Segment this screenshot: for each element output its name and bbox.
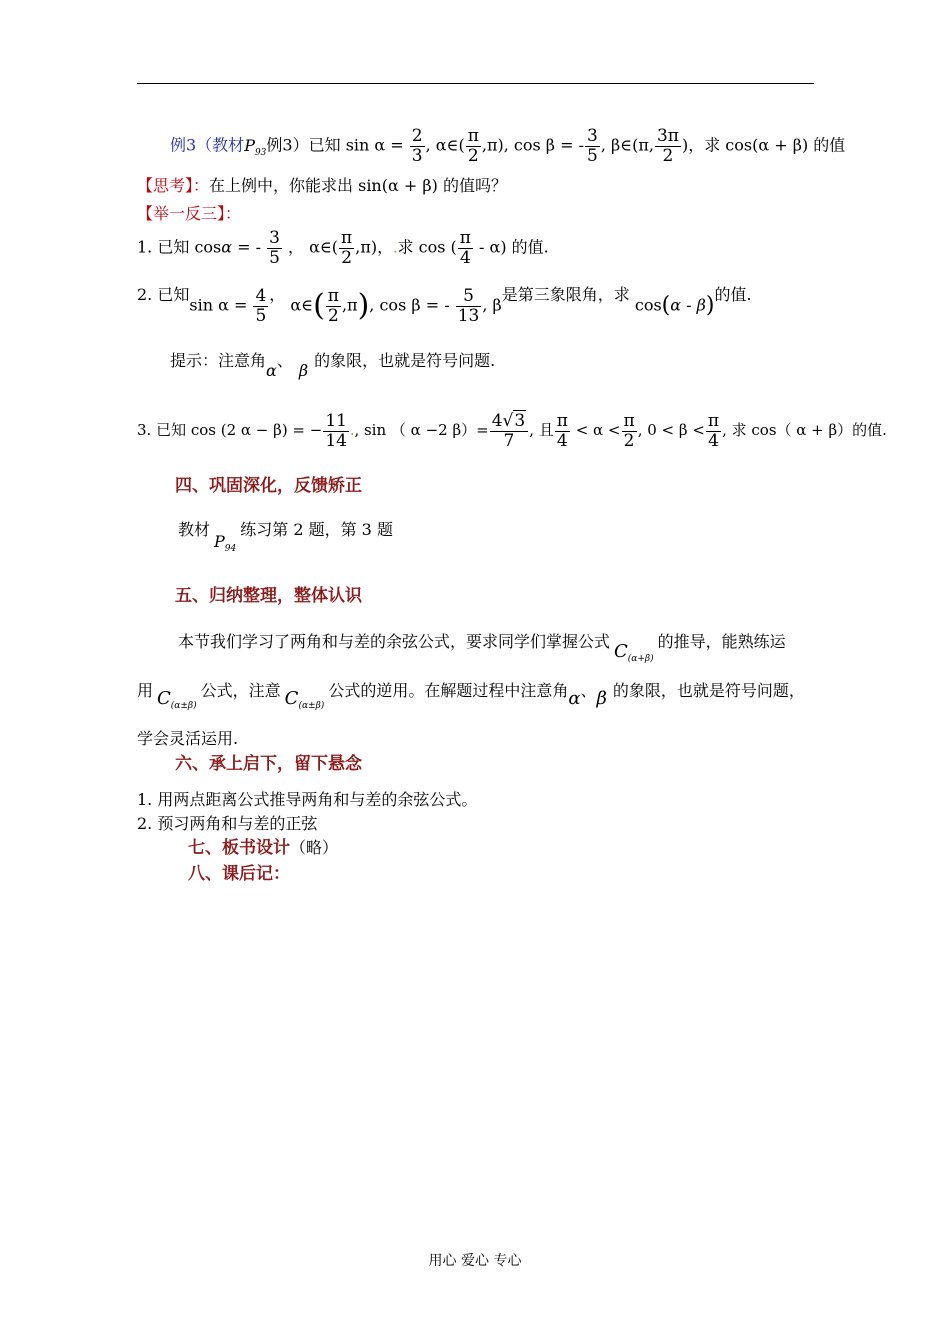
q2-frac-pi-2: $\frac{\pi}{2}$ (327, 286, 339, 326)
beta-range-open: , β∈(π, (600, 135, 654, 155)
q2-sin-alpha: sin α = (189, 295, 248, 315)
q2-beta: , β (482, 295, 502, 315)
q3-end: , 求 cos（ α + β）的值. (722, 421, 887, 440)
formula-c-sum: $C_{(\alpha+\beta)}$ (614, 641, 654, 664)
sin-alpha: sin α = (345, 135, 404, 155)
section-7-title: 七、板书设计 (188, 838, 290, 858)
think-tag: 【思考】： (137, 176, 210, 195)
q2-alpha-in: α∈ (290, 295, 314, 315)
textbook-page-94: $P_{94}$ (214, 532, 237, 554)
s5-line1-post: 的推导，能熟练运 (657, 632, 786, 651)
q2-paren-close: ) (357, 288, 370, 324)
q1-end: - α) 的值. (473, 237, 549, 257)
textbook-page-ref: $P_{93}$ (244, 135, 267, 158)
section-5-line2 (137, 683, 805, 711)
section-8-title: 八、课后记： (188, 864, 290, 884)
q2-expr: cos (634, 295, 662, 315)
hint-text2: 的象限，也就是符号问题. (314, 351, 496, 370)
frac-3-5: $\frac{3}{5}$ (587, 126, 598, 166)
q3-frac-pi-4b: $\frac{\pi}{4}$ (707, 411, 720, 451)
s5-sep: 、 (580, 681, 597, 700)
think-line (137, 178, 507, 194)
q3-beta-range: , 0 < β < (637, 421, 705, 440)
question-1 (137, 229, 549, 267)
q1-ask: 求 cos ( (397, 237, 457, 257)
q2-frac-5-13: $\frac{5}{13}$ (457, 286, 480, 326)
hint-text1: 提示：注意角 (170, 351, 267, 370)
q2-expr-open: ( (661, 293, 671, 319)
section-6-item2: 2. 预习两角和与差的正弦 (137, 814, 318, 833)
section-7 (188, 840, 338, 857)
s5-beta: β (596, 688, 607, 709)
section-6-title: 六、承上启下，留下悬念 (175, 754, 362, 774)
extend-tag: 【举一反三】： (137, 204, 242, 223)
q3-frac-pi-4: $\frac{\pi}{4}$ (556, 411, 568, 451)
beta-range-close: )，求 cos(α + β) 的值 (681, 135, 846, 155)
formula-c-pm-2: $C_{(\alpha\pm\beta)}$ (284, 688, 325, 711)
q2-paren-open: ( (313, 288, 325, 324)
section-5-title: 五、归纳整理，整体认识 (175, 586, 362, 606)
alpha-range-close: ,π), cos β = - (481, 135, 585, 155)
q3-alpha-range: < α < (570, 421, 621, 440)
q2-expr-inner: α - β (670, 295, 706, 315)
q1-range-close: ,π)， (355, 237, 394, 257)
q2-expr-close: ) (705, 293, 715, 319)
think-text: 在上例中，你能求出 sin(α + β) 的值吗？ (209, 176, 507, 195)
q3-sin: , sin （ α −2 β）= (354, 421, 489, 440)
frac-2-3: $\frac{2}{3}$ (411, 126, 423, 166)
q3-frac-11-14: $\frac{11}{14}$ (325, 411, 347, 451)
s4-pre: 教材 (178, 520, 211, 539)
q3-frac-4sqrt3-7: $\frac{4√3}{7}$ (490, 412, 529, 450)
alpha-range-open: , α∈( (425, 135, 465, 155)
header-rule (137, 83, 814, 84)
example3-label: 例3（教材 (170, 135, 245, 155)
q1-frac-pi-2: $\frac{\pi}{2}$ (341, 228, 353, 268)
question-3 (137, 412, 887, 450)
hint-beta: β (298, 361, 309, 380)
s5-line2-a: 用 (137, 681, 154, 700)
example3-label-tail: 例3）已知 (266, 135, 341, 155)
s5-line1-pre: 本节我们学习了两角和与差的余弦公式，要求同学们掌握公式 (178, 632, 611, 651)
example3-line (170, 127, 845, 165)
s5-line2-d: 的象限，也就是符号问题， (612, 681, 805, 700)
q3-frac-pi-2: $\frac{\pi}{2}$ (623, 411, 635, 451)
hint-alpha: α (266, 361, 277, 380)
section-4-text (178, 522, 393, 554)
q1-alpha: α (221, 237, 233, 257)
section-5-line1 (178, 634, 786, 664)
q2-prefix: 2. 已知 (137, 285, 190, 304)
q2-end: 的值. (714, 285, 752, 304)
question-2 (137, 287, 752, 325)
q2-pi: ,π (341, 295, 358, 315)
stray-dot-2: . (349, 423, 355, 440)
q2-tail: 是第三象限角，求 (501, 285, 630, 304)
q1-frac-3-5: $\frac{3}{5}$ (269, 228, 280, 268)
page-footer: 用心 爱心 专心 (428, 1253, 522, 1269)
section-4-title: 四、巩固深化，反馈矫正 (175, 476, 362, 496)
q3-prefix: 3. 已知 cos (2 α − β) = − (137, 421, 323, 440)
formula-c-pm-1: $C_{(\alpha\pm\beta)}$ (157, 688, 197, 711)
section-6-item1: 1. 用两点距离公式推导两角和与差的余弦公式。 (137, 790, 478, 809)
hint-sep: 、 (276, 351, 293, 370)
s5-line2-b: 公式，注意 (200, 681, 281, 700)
q1-prefix: 1. 已知 cos (137, 237, 222, 257)
q2-sep: ， (269, 285, 286, 304)
q3-and: , 且 (529, 421, 554, 440)
q1-eq: = - (232, 237, 262, 257)
frac-pi-2: $\frac{\pi}{2}$ (467, 126, 479, 166)
section-5-line3: 学会灵活运用. (137, 729, 239, 748)
q2-cos-beta: , cos β = - (369, 295, 450, 315)
q1-frac-pi-4: $\frac{\pi}{4}$ (459, 228, 471, 268)
s4-post: 练习第 2 题，第 3 题 (240, 520, 393, 539)
q1-range-open: ， α∈( (282, 237, 339, 257)
stray-dot: . (393, 240, 398, 257)
s5-line2-c: 公式的逆用。在解题过程中注意角 (328, 681, 569, 700)
frac-3pi-2: $\frac{3\pi}{2}$ (656, 126, 679, 166)
q2-frac-4-5: $\frac{4}{5}$ (255, 286, 267, 326)
s5-alpha: α (568, 688, 581, 709)
section-7-note: （略） (290, 838, 339, 857)
hint-line (170, 353, 495, 379)
